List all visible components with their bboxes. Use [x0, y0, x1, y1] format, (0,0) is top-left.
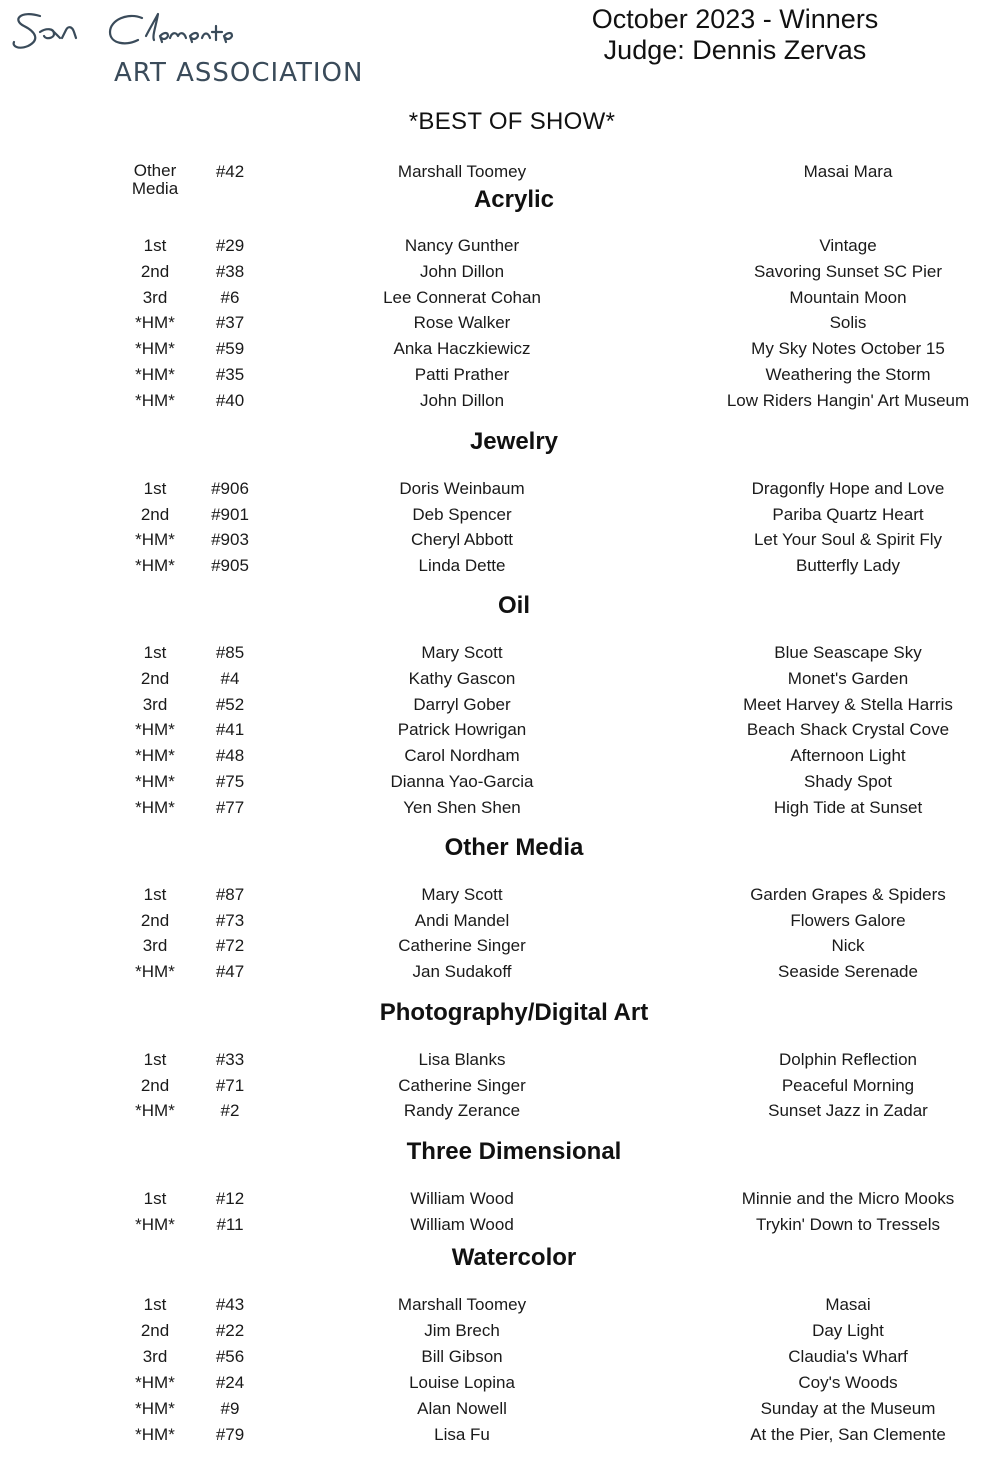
- winner-row: [0, 1295, 1000, 1319]
- winner-row: [0, 339, 1000, 363]
- entry-title: Solis: [829, 313, 867, 333]
- entry-place: *HM*: [135, 390, 175, 410]
- entry-title: Monet's Garden: [787, 668, 909, 688]
- entry-place: 1st: [143, 1189, 167, 1208]
- entry-number: #40: [215, 390, 245, 410]
- winner-row: [0, 1321, 1000, 1345]
- entry-title: Weathering the Storm: [765, 365, 931, 384]
- winner-row: [0, 1425, 1000, 1449]
- entry-title: Butterfly Lady: [796, 555, 900, 575]
- entry-artist: Alan Nowell: [417, 1399, 507, 1418]
- entry-artist: Louise Lopina: [409, 1373, 515, 1392]
- entry-title: Sunday at the Museum: [760, 1399, 936, 1418]
- entry-title: Peaceful Morning: [781, 1075, 915, 1095]
- entry-artist: Rose Walker: [413, 313, 511, 333]
- entry-artist: Dianna Yao-Garcia: [390, 772, 534, 791]
- winner-row: [0, 911, 1000, 935]
- entry-place: 1st: [143, 643, 167, 662]
- entry-place: 2nd: [140, 504, 170, 524]
- entry-place: *HM*: [135, 797, 175, 817]
- entry-place: *HM*: [135, 530, 175, 550]
- winner-row: [0, 530, 1000, 554]
- entry-artist: Anka Haczkiewicz: [393, 339, 531, 359]
- entry-title: Dolphin Reflection: [779, 1050, 917, 1069]
- entry-place: 2nd: [140, 910, 170, 930]
- entry-title: Claudia's Wharf: [788, 1347, 908, 1366]
- entry-place: 2nd: [140, 668, 170, 688]
- entry-artist: Jan Sudakoff: [412, 961, 512, 981]
- entry-title: Mountain Moon: [789, 287, 907, 307]
- entry-place: 1st: [143, 1050, 167, 1069]
- entry-title: Vintage: [819, 236, 877, 255]
- entry-title: Seaside Serenade: [778, 961, 918, 981]
- winner-row: [0, 962, 1000, 986]
- entry-number: #11: [216, 1214, 244, 1234]
- entry-number: #38: [215, 261, 245, 281]
- entry-artist: Andi Mandel: [414, 910, 510, 930]
- entry-place: 2nd: [140, 261, 170, 281]
- entry-place: 1st: [143, 479, 167, 498]
- entry-number: #33: [215, 1050, 245, 1069]
- entry-artist: Marshall Toomey: [397, 1295, 527, 1314]
- entry-artist: Mary Scott: [421, 643, 503, 662]
- entry-title: Masai Mara: [803, 162, 893, 181]
- entry-artist: Patti Prather: [414, 365, 510, 384]
- entry-artist: John Dillon: [419, 390, 505, 410]
- entry-artist: Randy Zerance: [403, 1101, 521, 1121]
- entry-artist: William Wood: [410, 1189, 514, 1208]
- winner-row: [0, 720, 1000, 744]
- entry-artist: Bill Gibson: [421, 1347, 503, 1366]
- entry-number: #41: [215, 720, 245, 740]
- entry-title: Dragonfly Hope and Love: [751, 479, 945, 498]
- entry-place: *HM*: [135, 1101, 175, 1121]
- entry-title: At the Pier, San Clemente: [750, 1425, 946, 1444]
- entry-number: #87: [215, 885, 245, 904]
- entry-number: #71: [215, 1075, 245, 1095]
- entry-artist: John Dillon: [419, 261, 505, 281]
- winner-row: [0, 262, 1000, 286]
- entry-number: #43: [215, 1295, 245, 1314]
- winner-row: [0, 1189, 1000, 1213]
- winner-row: [0, 1050, 1000, 1074]
- entry-title: Trykin' Down to Tressels: [756, 1214, 940, 1234]
- entry-number: #29: [215, 236, 245, 255]
- entry-number: #75: [215, 772, 245, 791]
- entry-number: #37: [215, 313, 245, 333]
- entry-title: My Sky Notes October 15: [751, 339, 945, 359]
- entry-number: #72: [215, 936, 245, 956]
- winner-row: [0, 885, 1000, 909]
- entry-number: #6: [220, 287, 240, 307]
- entry-place: *HM*: [135, 555, 175, 575]
- entry-artist: Cheryl Abbott: [410, 530, 514, 550]
- winner-row: [0, 1215, 1000, 1239]
- section-heading: Watercolor: [451, 1244, 577, 1271]
- entry-artist: Carol Nordham: [404, 746, 520, 766]
- winner-row: [0, 505, 1000, 529]
- entry-place: *HM*: [135, 365, 175, 384]
- winner-row: [0, 313, 1000, 337]
- entry-artist: Deb Spencer: [412, 504, 512, 524]
- entry-place: *HM*: [135, 339, 175, 359]
- entry-number: #85: [215, 643, 245, 662]
- entry-title: Let Your Soul & Spirit Fly: [753, 530, 943, 550]
- entry-artist: Catherine Singer: [398, 936, 526, 956]
- entry-title: Afternoon Light: [790, 746, 906, 766]
- entry-title: Blue Seascape Sky: [774, 643, 922, 662]
- entry-number: #12: [215, 1189, 245, 1208]
- entry-artist: William Wood: [410, 1214, 514, 1234]
- logo-script-graphic: [10, 6, 280, 58]
- entry-place: 3rd: [142, 936, 168, 956]
- entry-artist: Mary Scott: [421, 885, 503, 904]
- entry-number: #42: [215, 162, 245, 181]
- winner-row: [0, 365, 1000, 389]
- winner-row: [0, 746, 1000, 770]
- entry-place: 2nd: [140, 1075, 170, 1095]
- entry-number: #901: [211, 504, 249, 524]
- entry-place: 1st: [143, 1295, 167, 1314]
- entry-title: Low Riders Hangin' Art Museum: [726, 390, 970, 410]
- entry-number: #73: [215, 910, 245, 930]
- winner-row: [0, 1101, 1000, 1125]
- entry-place: *HM*: [135, 720, 175, 740]
- entry-number: #2: [220, 1101, 240, 1121]
- entry-artist: Patrick Howrigan: [397, 720, 527, 740]
- entry-artist: Yen Shen Shen: [403, 797, 521, 817]
- entry-artist: Darryl Gober: [413, 694, 511, 714]
- entry-title: Coy's Woods: [798, 1373, 898, 1392]
- entry-place: *HM*: [135, 746, 175, 766]
- winner-row: [0, 236, 1000, 260]
- entry-artist: Jim Brech: [424, 1321, 500, 1340]
- entry-place: *HM*: [135, 313, 175, 333]
- entry-number: #48: [215, 746, 245, 766]
- entry-place: *HM*: [135, 1425, 175, 1444]
- entry-number: #22: [215, 1321, 245, 1340]
- entry-title: Flowers Galore: [790, 910, 906, 930]
- entry-place: 3rd: [142, 694, 168, 714]
- entry-artist: Nancy Gunther: [404, 236, 520, 255]
- entry-artist: Lee Connerat Cohan: [383, 287, 541, 307]
- entry-artist: Marshall Toomey: [397, 162, 527, 181]
- winner-row: [0, 288, 1000, 312]
- section-heading: Oil: [497, 592, 530, 619]
- entry-title: Day Light: [812, 1321, 884, 1340]
- section-heading: Acrylic: [473, 186, 555, 213]
- winner-row: [0, 798, 1000, 822]
- entry-place: Other Media: [131, 161, 179, 198]
- association-logo: [10, 6, 390, 90]
- winner-row: [0, 772, 1000, 796]
- entry-title: High Tide at Sunset: [773, 797, 923, 817]
- winner-row: [0, 1399, 1000, 1423]
- entry-number: #35: [215, 365, 245, 384]
- entry-number: #79: [215, 1425, 245, 1444]
- entry-place: *HM*: [135, 961, 175, 981]
- entry-artist: Catherine Singer: [398, 1075, 526, 1095]
- winner-row: [0, 643, 1000, 667]
- entry-artist: Doris Weinbaum: [399, 479, 525, 498]
- entry-number: #905: [211, 555, 249, 575]
- entry-title: Nick: [831, 936, 865, 956]
- entry-place: *HM*: [135, 1214, 175, 1234]
- best-of-show-row: [0, 161, 1000, 198]
- entry-place: 3rd: [142, 1347, 168, 1366]
- entry-title: Shady Spot: [804, 772, 892, 791]
- entry-title: Sunset Jazz in Zadar: [768, 1101, 928, 1121]
- entry-place: 1st: [143, 885, 167, 904]
- section-heading: Jewelry: [469, 428, 559, 455]
- entry-number: #4: [220, 668, 240, 688]
- judge-line: Judge: Dennis Zervas: [603, 35, 867, 65]
- entry-title: Garden Grapes & Spiders: [750, 885, 946, 904]
- section-heading: Other Media: [444, 834, 584, 861]
- entry-place: 3rd: [142, 287, 168, 307]
- entry-title: Beach Shack Crystal Cove: [746, 720, 950, 740]
- entry-number: #56: [215, 1347, 245, 1366]
- winner-row: [0, 936, 1000, 960]
- section-heading: Three Dimensional: [406, 1138, 622, 1165]
- entry-number: #59: [215, 339, 245, 359]
- winner-row: [0, 1373, 1000, 1397]
- entry-title: Minnie and the Micro Mooks: [741, 1189, 955, 1208]
- entry-place: 1st: [143, 236, 167, 255]
- entry-title: Savoring Sunset SC Pier: [753, 261, 943, 281]
- entry-place: *HM*: [135, 1399, 175, 1418]
- winner-row: [0, 1076, 1000, 1100]
- winner-row: [0, 479, 1000, 503]
- page-header: [560, 4, 910, 66]
- entry-place: 2nd: [140, 1321, 170, 1340]
- entry-number: #24: [215, 1373, 245, 1392]
- winner-row: [0, 695, 1000, 719]
- entry-title: Pariba Quartz Heart: [772, 504, 924, 524]
- winner-row: [0, 556, 1000, 580]
- winner-row: [0, 1347, 1000, 1371]
- entry-place: *HM*: [135, 772, 175, 791]
- entry-title: Masai: [825, 1295, 871, 1314]
- entry-number: #77: [215, 797, 245, 817]
- entry-artist: Linda Dette: [418, 555, 506, 575]
- winner-row: [0, 669, 1000, 693]
- entry-number: #52: [215, 694, 245, 714]
- entry-artist: Lisa Blanks: [418, 1050, 506, 1069]
- logo-association-text: ART ASSOCIATION: [114, 58, 364, 88]
- entry-artist: Lisa Fu: [434, 1425, 490, 1444]
- winner-row: [0, 391, 1000, 415]
- entry-number: #47: [215, 961, 245, 981]
- entry-title: Meet Harvey & Stella Harris: [743, 694, 953, 714]
- entry-number: #9: [220, 1399, 240, 1418]
- page-title: October 2023 - Winners: [591, 4, 879, 34]
- best-of-show-heading: *BEST OF SHOW*: [408, 108, 616, 135]
- entry-place: *HM*: [135, 1373, 175, 1392]
- entry-artist: Kathy Gascon: [408, 668, 516, 688]
- entry-number: #906: [211, 479, 249, 498]
- entry-number: #903: [211, 530, 249, 550]
- section-heading: Photography/Digital Art: [379, 999, 649, 1026]
